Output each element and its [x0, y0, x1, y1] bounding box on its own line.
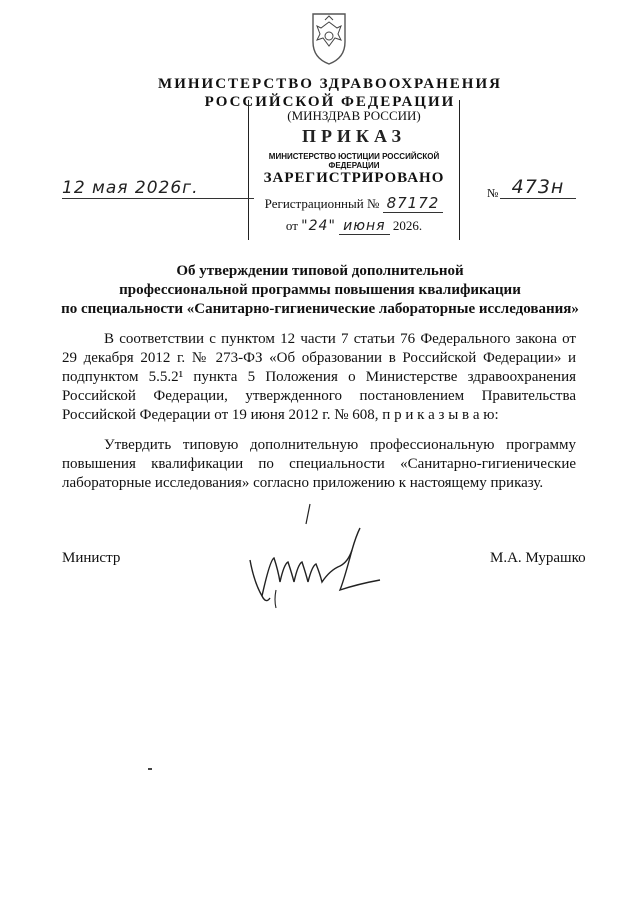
- document-title: [60, 262, 580, 319]
- signer-position: Министр: [62, 550, 121, 566]
- title-line-2: профессиональной программы повышения квалификации: [119, 282, 521, 298]
- stamp-registered: ЗАРЕГИСТРИРОВАНО: [263, 170, 445, 186]
- stamp-reg-number: 87172: [383, 194, 444, 213]
- stamp-minzdrav: (МИНЗДРАВ РОССИИ): [287, 108, 421, 123]
- stamp-registration-row: [249, 194, 459, 212]
- stamp-date-row: от "24" июня 2026.: [285, 218, 423, 234]
- order-date: 12 мая 2026г.: [62, 178, 254, 199]
- stamp-date-prefix: от: [285, 218, 298, 233]
- ministry-name-line2: РОССИЙСКОЙ ФЕДЕРАЦИИ: [204, 94, 456, 110]
- stamp-ministry-of-justice: МИНИСТЕРСТВО ЮСТИЦИИ РОССИЙСКОЙ ФЕДЕРАЦИИ: [268, 152, 440, 170]
- stamp-reg-label: Регистрационный №: [264, 196, 380, 211]
- registration-stamp: [248, 100, 460, 240]
- title-line-3: по специальности «Санитарно-гигиенические лабораторные исследования»: [61, 301, 579, 317]
- handwritten-signature: [240, 500, 390, 615]
- signer-name: М.А. Мурашко: [490, 550, 586, 566]
- body-paragraph-1: В соответствии с пунктом 12 части 7 статьи 76 Федерального закона от 29 декабря 2012 г. № 273-ФЗ «Об образовании в Российской Федерации» и подпунктом 5.5.2¹ пункта 5 Положения о Министерстве здравоохранения Российской Федерации, утвержденного постановлением Правительства Российской Федерации от 19 июня 2012 г. № 608, п р и к а з ы в а ю:: [62, 331, 576, 423]
- scan-speck: [148, 768, 152, 770]
- stamp-date-month: июня: [339, 218, 389, 235]
- order-number-label: №: [487, 186, 499, 200]
- body-paragraph-2: Утвердить типовую дополнительную профессиональную программу повышения квалификации по специальности «Санитарно-гигиенические лабораторные исследования» согласно приложению к настоящему приказу.: [62, 437, 576, 491]
- title-line-1: Об утверждении типовой дополнительной: [176, 263, 464, 279]
- order-heading: ПРИКАЗ: [301, 126, 407, 146]
- ministry-name-line1: МИНИСТЕРСТВО ЗДРАВООХРАНЕНИЯ: [158, 76, 502, 92]
- stamp-date-day: 24: [308, 218, 329, 234]
- stamp-date-year: 2026: [392, 218, 419, 233]
- order-number: 473н: [500, 176, 576, 199]
- coat-of-arms-emblem: [305, 10, 353, 66]
